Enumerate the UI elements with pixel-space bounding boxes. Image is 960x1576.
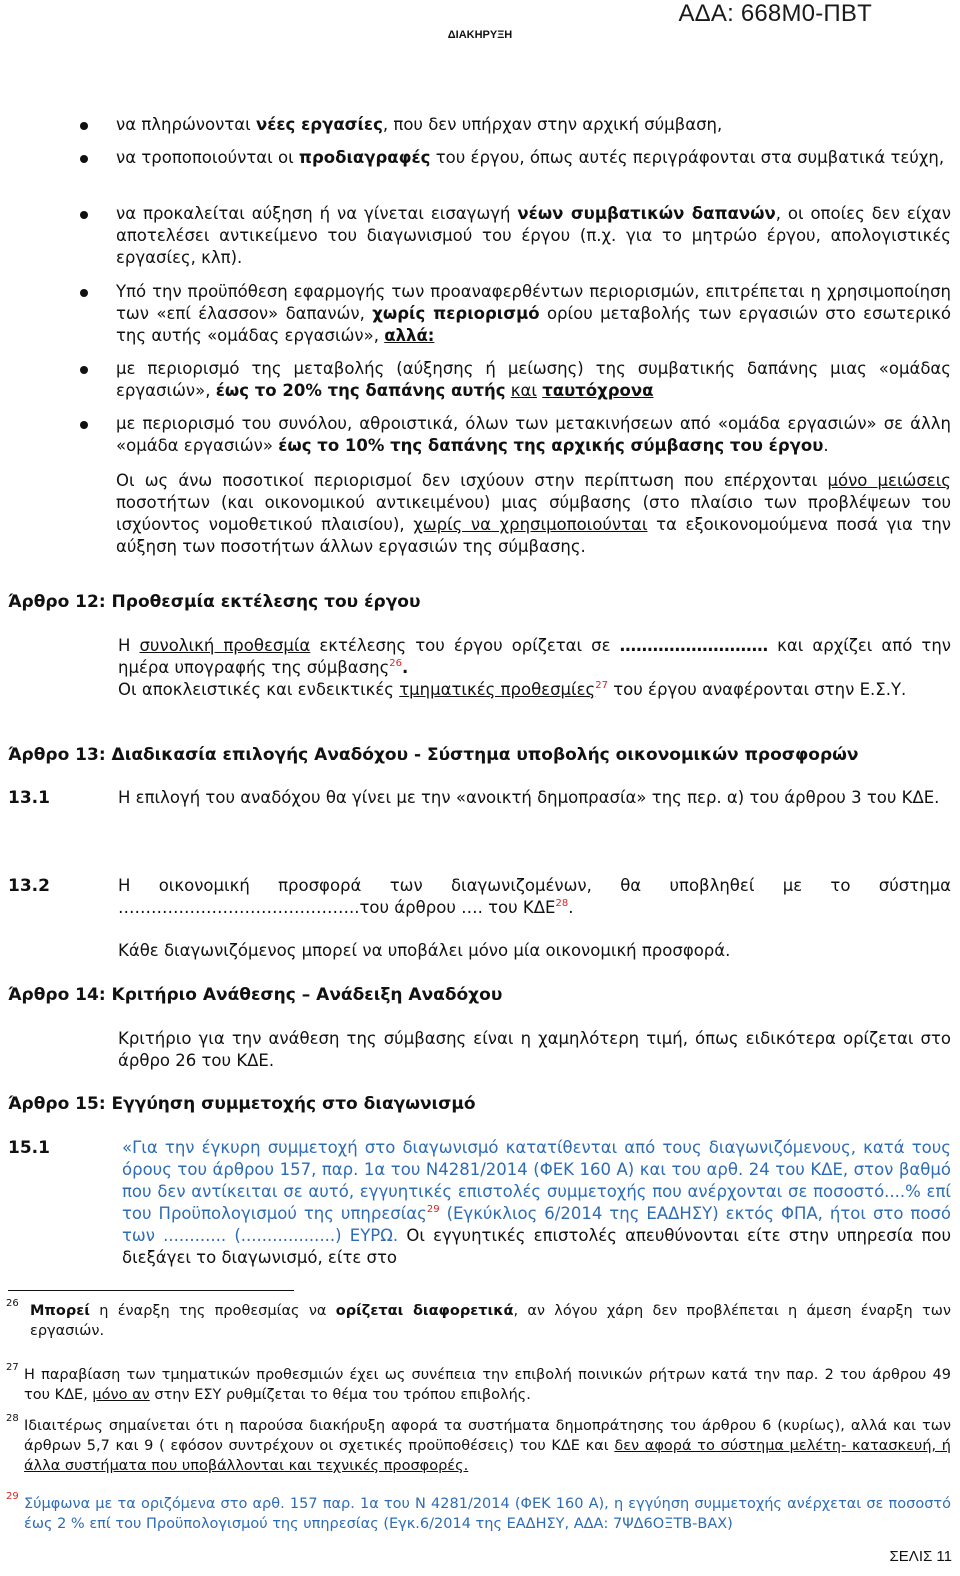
bullet-condition: Υπό την προϋπόθεση εφαρμογής των προαναφερθέντων περιορισμών, επιτρέπεται η χρησιμοποίηση των «επί έλασσον» δαπανών, χωρίς περιορισμό ορίου μεταβολής των εργασιών στο εσωτερικό της αυτής «ομάδας εργασιών», αλλά: <box>116 282 951 345</box>
footnote-28: Ιδιαιτέρως σημαίνεται ότι η παρούσα διακήρυξη αφορά τα συστήματα δημοπράτησης του άρθρου 6 (κυρίως), αλλά και των άρθρων 5,7 και 9 ( εφόσον συντρέχουν οι σχετικές προϋποθέσεις) του ΚΔΕ και δεν αφορά το σύστημα μελέτη- κατασκευή, ή άλλα συστήματα που υποβάλλονται και τεχνικές προσφορές. <box>24 1418 951 1474</box>
footnote-number: 29 <box>6 1491 19 1502</box>
bullet-dot <box>80 366 88 374</box>
article-15-heading: Άρθρο 15: Εγγύηση συμμετοχής στο διαγωνισμό <box>8 1094 476 1114</box>
article-14-text: Κριτήριο για την ανάθεση της σύμβασης είναι η χαμηλότερη τιμή, όπως ειδικότερα ορίζεται στο άρθρο 26 του ΚΔΕ. <box>118 1029 951 1070</box>
article-12-paragraph: Η συνολική προθεσμία εκτέλεσης του έργου ορίζεται σε ……………………… και αρχίζει από την ημέρα υπογραφής της σύμβασης$^{26}$. <box>118 636 951 677</box>
article-14-heading: Άρθρο 14: Κριτήριο Ανάθεσης – Ανάδειξη Αναδόχου <box>8 985 503 1005</box>
bullet-limit-10: με περιορισμό του συνόλου, αθροιστικά, όλων των μετακινήσεων από «ομάδα εργασιών» σε άλλη «ομάδα εργασιών» έως το 10% της δαπάνης της αρχικής σύμβασης του έργου. <box>116 414 951 455</box>
clause-number: 15.1 <box>8 1138 50 1158</box>
page-number: ΣΕΛΙΣ 11 <box>889 1548 952 1565</box>
footnote-26: Μπορεί η έναρξη της προθεσμίας να ορίζεται διαφορετικά, αν λόγου χάρη δεν προβλέπεται η άμεση έναρξη των εργασιών. <box>30 1303 951 1339</box>
ada-code: ΑΔΑ: 668Μ0-ΠΒΤ <box>678 0 872 27</box>
bullet-specs: να τροποποιούνται οι προδιαγραφές του έργου, όπως αυτές περιγράφονται στα συμβατικά τεύχη, <box>116 148 945 167</box>
article-13-heading: Άρθρο 13: Διαδικασία επιλογής Αναδόχου - Σύστημα υποβολής οικονομικών προσφορών <box>8 745 859 765</box>
bullet-new-costs: να προκαλείται αύξηση ή να γίνεται εισαγωγή νέων συμβατικών δαπανών, οι οποίες δεν είχαν αποτελέσει αντικείμενο του διαγωνισμού του έργου (π.χ. για το μητρώο έργου, απολογιστικές εργασίες, κλπ). <box>116 204 951 267</box>
footnote-number: 27 <box>6 1362 19 1373</box>
footnote-number: 28 <box>6 1413 19 1424</box>
bullet-limit-20: με περιορισμό της μεταβολής (αύξησης ή μείωσης) της συμβατικής δαπάνης μιας «ομάδας εργασιών», έως το 20% της δαπάνης αυτής και ταυτόχρονα <box>116 359 951 400</box>
bullet-dot <box>80 155 88 163</box>
bullet-dot <box>80 211 88 219</box>
bullet-dot <box>80 289 88 297</box>
clause-13-1-text: Η επιλογή του αναδόχου θα γίνει με την «ανοικτή δημοπρασία» της περ. α) του άρθρου 3 του ΚΔΕ. <box>118 788 940 807</box>
article-12-paragraph-2: Οι αποκλειστικές και ενδεικτικές τμηματικές προθεσμίες$^{27}$ του έργου αναφέρονται στην Ε.Σ.Υ. <box>118 680 907 699</box>
bullet-new-works: να πληρώνονται νέες εργασίες, που δεν υπήρχαν στην αρχική σύμβαση, <box>116 115 723 134</box>
article-12-heading: Άρθρο 12: Προθεσμία εκτέλεσης του έργου <box>8 592 421 612</box>
limits-paragraph: Οι ως άνω ποσοτικοί περιορισμοί δεν ισχύουν στην περίπτωση που επέρχονται μόνο μειώσεις ποσοτήτων (και οικονομικού αντικειμένου) μιας σύμβασης (στο πλαίσιο των προβλέψεων του ισχύοντος νομοθετικού πλαισίου), χωρίς να χρησιμοποιούνται τα εξοικονομούμενα ποσά για την αύξηση των ποσοτήτων άλλων εργασιών της σύμβασης. <box>116 471 952 556</box>
footnote-number: 26 <box>6 1298 19 1309</box>
document-type: ΔΙΑΚΗΡΥΞΗ <box>447 29 513 41</box>
footnote-29: Σύμφωνα με τα οριζόμενα στο αρθ. 157 παρ. 1α του Ν 4281/2014 (ΦΕΚ 160 Α), η εγγύηση συμμετοχής ανέρχεται σε ποσοστό έως 2 % επί του Προϋπολογισμού της υπηρεσίας (Εγκ.6/2014 της ΕΑΔΗΣΥ, ΑΔΑ: 7ΨΔ6ΟΞΤΒ-ΒΑΧ) <box>24 1496 951 1532</box>
footnote-27: Η παραβίαση των τμηματικών προθεσμιών έχει ως συνέπεια την επιβολή ποινικών ρήτρων κατά την παρ. 2 του άρθρου 49 του ΚΔΕ, μόνο αν στην ΕΣΥ ρυθμίζεται το θέμα του τρόπου επιβολής. <box>24 1367 951 1403</box>
clause-number: 13.2 <box>8 876 50 896</box>
footnote-separator <box>8 1290 294 1291</box>
clause-number: 13.1 <box>8 788 50 808</box>
clause-13-2-text: Η οικονομική προσφορά των διαγωνιζομένων, θα υποβληθεί με το σύστημα ……………………………………..του άρθρου …. του ΚΔΕ$^{28}$. <box>118 876 951 917</box>
single-offer-text: Κάθε διαγωνιζόμενος μπορεί να υποβάλει μόνο μία οικονομική προσφορά. <box>118 941 731 960</box>
bullet-dot <box>80 122 88 130</box>
bullet-dot <box>80 421 88 429</box>
clause-15-1-text: «Για την έγκυρη συμμετοχή στο διαγωνισμό κατατίθενται από τους διαγωνιζόμενους, κατά τους όρους του άρθρου 157, παρ. 1α του Ν4281/2014 (ΦΕΚ 160 Α) και του αρθ. 24 του ΚΔΕ, στον βαθμό που δεν αντίκειται σε αυτό, εγγυητικές επιστολές συμμετοχής που ανέρχονται σε ποσοστό....% επί του Προϋπολογισμού της υπηρεσίας$^{29}$ (Εγκύκλιος 6/2014 της ΕΑΔΗΣΥ) εκτός ΦΠΑ, ήτοι στο ποσό των ............ (..................) ΕΥΡΩ. Οι εγγυητικές επιστολές απευθύνονται είτε στην υπηρεσία που διεξάγει το διαγωνισμό, είτε στο <box>122 1138 952 1267</box>
